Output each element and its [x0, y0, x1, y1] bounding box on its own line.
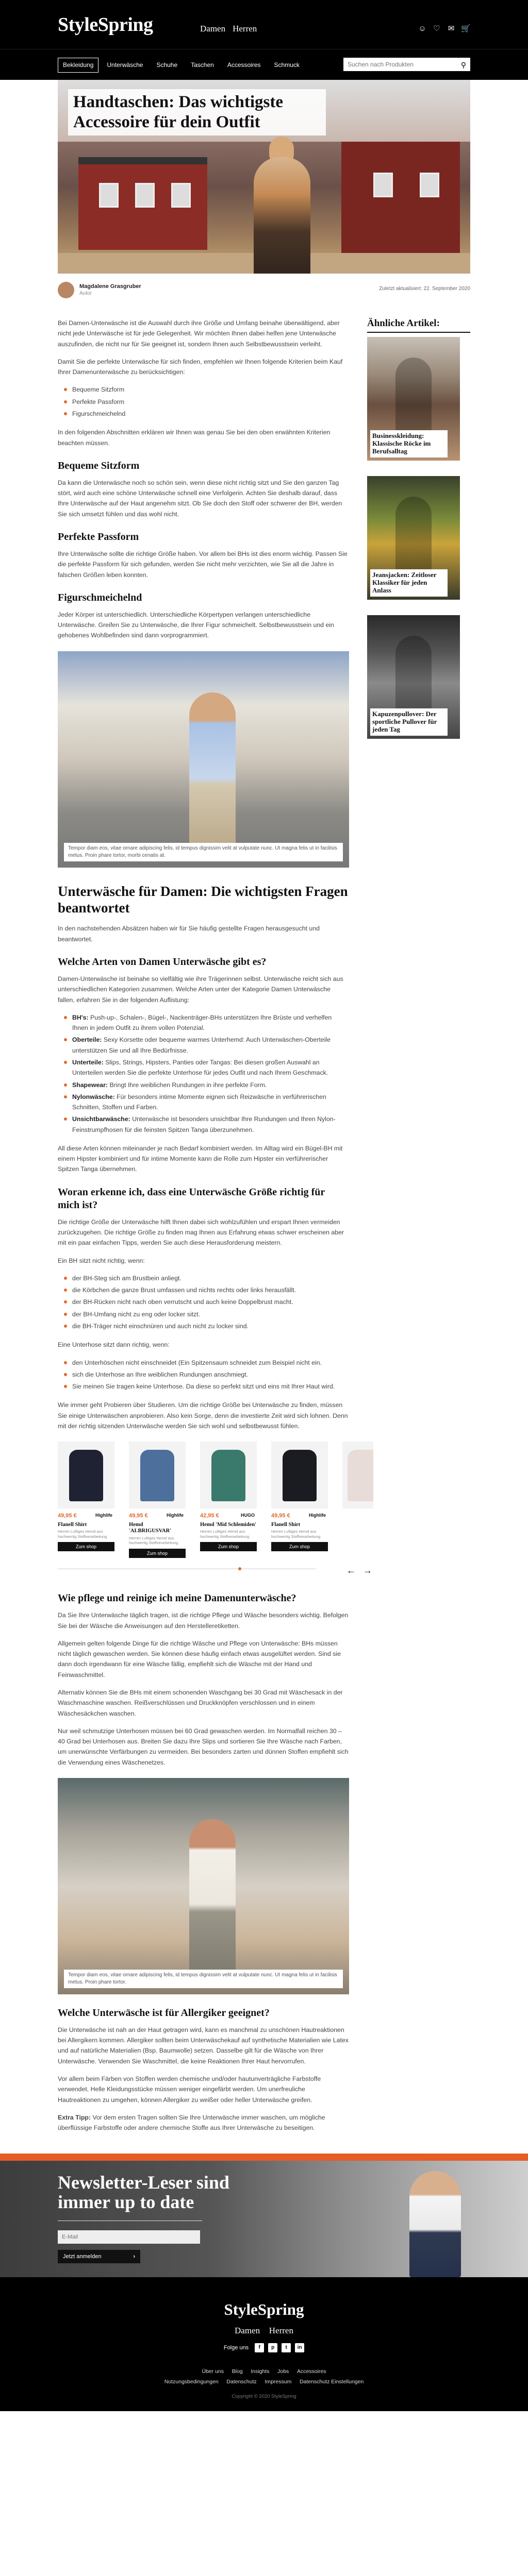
- mail-icon[interactable]: ✉: [448, 24, 455, 33]
- footer-link[interactable]: Jobs: [277, 2368, 289, 2375]
- product-desc: Herren Luftiges Hemd aus hochwertig Stoffverarbeitung: [129, 1536, 178, 1546]
- product-price: 49,95 €: [129, 1513, 148, 1519]
- footer-nav: [0, 2324, 528, 2337]
- list-item: sich die Unterhose an Ihre weiblichen Rundungen anschmiegt.: [64, 1369, 349, 1380]
- author-name[interactable]: Magdalene Grasgruber: [79, 283, 141, 290]
- paragraph: Damen-Unterwäsche ist beinahe so vielfältig wie ihre Trägerinnen selbst. Unterwäsche reicht sich aus unterschiedlichen Kategorien zusammen. Welche Arten unter der Kategorie Damen Unterwäsche fallen, erfahren Sie in der folgenden Auflistung:: [58, 975, 343, 1004]
- product-name: Flanell Shirt: [271, 1521, 301, 1528]
- paragraph: Die Unterwäsche ist nah an der Haut getragen wird, kann es manchmal zu unschönen Hautreaktionen bei Allergikern kommen. Allergiker sollten beim Unterwäschekauf auf synthetische Materialien wie Latex und auf natürliche Materialien (Bsp. Baumwolle) setzen. Dasselbe gilt für die Wäsche von Ihrer Unterwäsche. Verwenden Sie Waschmittel, die keine Reaktionen Ihrer Haut hervorrufen.: [58, 2026, 349, 2065]
- related-article-title[interactable]: Jeansjacken: Zeitloser Klassiker für jeden Anlass: [370, 569, 448, 597]
- newsletter-section: [0, 2154, 528, 2277]
- tab-schmuck[interactable]: Schmuck: [274, 61, 300, 69]
- product-brand: Highlife: [309, 1513, 326, 1518]
- paragraph: Ein BH sitzt nicht richtig, wenn:: [58, 1257, 145, 1264]
- facebook-icon[interactable]: f: [255, 2343, 264, 2352]
- heart-icon[interactable]: ♡: [433, 24, 440, 33]
- list-item: Unterteile: Slips, Strings, Hipsters, Panties oder Tangas: Bei diesen großen Auswahl an Unterteilen werden Sie die perfekte Unterhose für jedes Outfit und nach Ihrem Geschmack.: [64, 1057, 349, 1078]
- paragraph: Da kann die Unterwäsche noch so schön sein, wenn diese nicht richtig sitzt und Sie den ganzen Tag stört, wird auch eine schöne Unterwäsche schnell eine Verfolgerin. Achten Sie deshalb darauf, dass Ihre Unterwäsche auf der Haut angenehm sitzt. Ob Sie doch den Stoff oder schwerer der BH, werden Sie sich umsetzt fühlen und das wohl nicht.: [58, 479, 342, 518]
- shop-button[interactable]: Zum shop: [200, 1542, 257, 1551]
- product-card[interactable]: [200, 1442, 257, 1560]
- product-card[interactable]: [271, 1442, 328, 1560]
- list-item: die BH-Träger nicht einschnüren und auch nicht zu locker sind.: [64, 1321, 349, 1331]
- product-desc: Herren Luftiges Hemd aus hochwertig Stoffverarbeitung: [271, 1529, 321, 1539]
- sidebar: [367, 318, 470, 754]
- footer-link[interactable]: Nutzungsbedingungen: [164, 2379, 219, 2385]
- footer: [0, 2277, 528, 2411]
- list-item: Nylonwäsche: Für besonders intime Momente eignen sich Reizwäsche in verführerischen Schnitten, Stoffen und Farben.: [64, 1092, 349, 1113]
- user-icon[interactable]: ☺: [418, 24, 426, 33]
- section-heading-large: Unterwäsche für Damen: Die wichtigsten Fragen beantwortet: [58, 883, 348, 916]
- criteria-list: [64, 384, 349, 419]
- section-heading: Woran erkenne ich, dass eine Unterwäsche Größe richtig für mich ist?: [58, 1186, 325, 1211]
- list-item: Unsichtbarwäsche: Unterwäsche ist besonders unsichtbar Ihre Rundungen und Ihren Nylon-Feinstrumpfhosen für die feinsten Spitzen Tanga überzunehmen.: [64, 1114, 349, 1135]
- section-heading: Wie pflege und reinige ich meine Damenunterwäsche?: [58, 1592, 296, 1604]
- list-item: der BH-Umfang nicht zu eng oder locker sitzt.: [64, 1309, 349, 1319]
- related-article-card[interactable]: [367, 615, 460, 739]
- product-card[interactable]: [58, 1442, 114, 1560]
- intro-paragraph: Damit Sie die perfekte Unterwäsche für sich finden, empfehlen wir Ihnen folgende Kriterien beim Kauf Ihrer Damenunterwäsche zu berücksichtigen:: [58, 358, 343, 376]
- paragraph: Die richtige Größe der Unterwäsche hilft Ihnen dabei sich wohlzufühlen und erspart Ihnen vermeiden zurückzugehen. Die richtige Größe zu finden mag Ihnen aus Erfahrung etwas schwer erscheinen aber mit ein paar einfachen Tipps, werden Sie auch diese Herausforderung meistern.: [58, 1218, 344, 1247]
- paragraph: Vor allem beim Färben von Stoffen werden chemische und/oder hautunverträgliche Farbstoffe verwendet. Helle Kleidungsstücke müssen weniger eingefärbt werden. Um unerfreuliche Hautreaktionen zu umgehen, können Allergiker zu weißer oder heller Unterwäsche greifen.: [58, 2075, 321, 2104]
- tab-taschen[interactable]: Taschen: [191, 61, 214, 69]
- paragraph: Da Sie Ihre Unterwäsche täglich tragen, ist die richtige Pflege und Wäsche besonders wichtig. Befolgen Sie bei der Wäsche die Anweisungen auf den Herstelleretiketten.: [58, 1612, 349, 1630]
- paragraph: In den folgenden Abschnitten erklären wir Ihnen was genau Sie bei den oben erwähnten Kriterien beachten müssen.: [58, 429, 331, 447]
- main-nav: [200, 22, 257, 36]
- tip-paragraph: [58, 2112, 349, 2133]
- twitter-icon[interactable]: t: [282, 2343, 291, 2352]
- footer-link[interactable]: Blog: [232, 2368, 243, 2375]
- footer-logo[interactable]: StyleSpring: [224, 2300, 304, 2319]
- product-image[interactable]: [283, 1450, 317, 1501]
- category-bar: [0, 49, 528, 80]
- paragraph: Allgemein gelten folgende Dinge für die richtige Wäsche und Pflege von Unterwäsche: BHs müssen nicht täglich gewaschen werden. Sie können diese häufig einfach etwas ausgelüftet werden. Sind sie dann doch irgendwann für eine Wäsche fällig, empfiehlt sich die Wäsche mit der Hand und Feinwaschmittel.: [58, 1639, 341, 1679]
- hero-image: [58, 80, 470, 274]
- shop-button[interactable]: Zum shop: [271, 1542, 328, 1551]
- list-item: der BH-Rücken nicht nach oben verrutscht und auch keine Doppelbrust macht.: [64, 1297, 349, 1307]
- list-item: Shapewear: Bringt Ihre weiblichen Rundungen in ihre perfekte Form.: [64, 1080, 349, 1090]
- product-card[interactable]: [342, 1442, 373, 1560]
- product-brand: Highlife: [167, 1513, 184, 1518]
- footer-link[interactable]: Datenschutz Einstellungen: [299, 2379, 364, 2385]
- social-links: [0, 2343, 528, 2352]
- paragraph: Alternativ können Sie die BHs mit einem schonenden Waschgang bei 30 Grad mit Wäschesack in der Waschmaschine waschen. Reißverschlüssen und Druckknöpfen verschlossen und in einem Wäschesäckchen waschen.: [58, 1688, 343, 1717]
- carousel-arrows: [346, 1563, 372, 1578]
- list-item: Perfekte Passform: [64, 397, 349, 407]
- tab-bekleidung[interactable]: Bekleidung: [58, 58, 98, 73]
- product-price: 49,95 €: [58, 1513, 77, 1519]
- product-desc: Herren Luftiges Hemd aus hochwertig Stoffverarbeitung: [58, 1529, 107, 1539]
- nav-herren[interactable]: Herren: [233, 24, 257, 33]
- pinterest-icon[interactable]: p: [268, 2343, 277, 2352]
- section-heading: Figurschmeichelnd: [58, 591, 142, 603]
- updated-date: Zuletzt aktualisiert: 22. September 2020: [379, 286, 470, 292]
- paragraph: All diese Arten können miteinander je nach Bedarf kombiniert werden. Im Alltag wird ein Bügel-BH mit einem Hipster kombiniert und für intime Momente kann die Rolle zum Hipster ein verführerischer Spitzen Tanga übernehmen.: [58, 1144, 343, 1173]
- photo-caption: Tempor diam eos, vitae ornare adipiscing felis, id tempus dignissim velit at vulputate nunc. Ut magna felis ut in facilisis metus. Proin phare tortor, morbi cenatis at.: [64, 843, 343, 861]
- top-header: [0, 0, 528, 49]
- carousel-progress: [58, 1568, 316, 1569]
- article-body: [58, 318, 349, 1431]
- author-role: Autor: [79, 290, 92, 296]
- related-article-title[interactable]: Businesskleidung: Klassische Röcke im Berufsalltag: [370, 430, 448, 457]
- article-photo: [58, 651, 349, 868]
- shop-button[interactable]: Zum shop: [129, 1549, 186, 1558]
- footer-link[interactable]: Accessoires: [296, 2368, 326, 2375]
- footer-links: [0, 2366, 528, 2377]
- product-price: 42,95 €: [200, 1513, 219, 1519]
- linkedin-icon[interactable]: in: [295, 2343, 304, 2352]
- list-item: der BH-Steg sich am Brustbein anliegt.: [64, 1273, 349, 1283]
- tab-unterwaesche[interactable]: Unterwäsche: [107, 61, 143, 69]
- product-brand: Highlife: [95, 1513, 112, 1518]
- product-name: Hemd 'Mid Schlemiden': [200, 1521, 257, 1528]
- follow-label: Folge uns: [223, 2344, 249, 2351]
- article-title: Handtaschen: Das wichtigste Accessoire für dein Outfit: [68, 89, 326, 135]
- product-brand: HUGO: [241, 1513, 255, 1518]
- paragraph: In den nachstehenden Absätzen haben wir für Sie häufig gestellte Fragen herausgesucht und beantwortet.: [58, 925, 320, 943]
- section-heading: Bequeme Sitzform: [58, 460, 140, 471]
- shop-button[interactable]: Zum shop: [58, 1542, 114, 1551]
- product-price: 49,95 €: [271, 1513, 290, 1519]
- paragraph: Jeder Körper ist unterschiedlich. Unterschiedliche Körpertypen verlangen unterschiedliche Unterwäsche. Greifen Sie zu Unterwäsche, die Ihrer Figur schmeichelt. Selbstbewusstsein und ein gehobenes Wohlbefinden sind dann vorprogrammiert.: [58, 611, 334, 639]
- slip-fit-list: [64, 1358, 349, 1392]
- related-article-title[interactable]: Kapuzenpullover: Der sportliche Pullover für jeden Tag: [370, 708, 448, 736]
- product-card[interactable]: [129, 1442, 186, 1560]
- subscribe-label: Jetzt anmelden: [63, 2253, 102, 2260]
- footer-legal-links: [0, 2376, 528, 2387]
- product-desc: Herren Luftiges Hemd aus hochwertig Stoffverarbeitung: [200, 1529, 250, 1539]
- avatar: [58, 282, 74, 298]
- product-name: Flanell Shirt: [58, 1521, 87, 1528]
- newsletter-photo: [409, 2171, 461, 2277]
- product-carousel: [58, 1442, 470, 1581]
- section-heading: Welche Unterwäsche ist für Allergiker geeignet?: [58, 2007, 270, 2019]
- tip-text: Vor dem ersten Tragen sollten Sie Ihre Unterwäsche immer waschen, um mögliche überflüssige Farbstoffe oder andere chemische Stoffe aus Ihrer Unterwäsche zu beseitigen.: [58, 2113, 325, 2132]
- product-image[interactable]: [69, 1450, 103, 1501]
- newsletter-title: Newsletter-Leser sind immer up to date: [58, 2172, 229, 2213]
- paragraph: Wie immer geht Probieren über Studieren. Um die richtige Größe bei Unterwäsche zu finden, müssen Sie einige Unterwäschen anprobieren. Also kein Sorge, denn die investierte Zeit wird sich lohnen. Denn mit der richtig sitzenden Unterwäsche werden Sie sich wohl und selbstbewusst fühlen.: [58, 1401, 348, 1430]
- tip-label: Extra Tipp:: [58, 2113, 91, 2121]
- category-nav: [58, 58, 305, 73]
- intro-paragraph: Bei Damen-Unterwäsche ist die Auswahl durch ihre Größe und Umfang beinahe überwältigend, aber nicht jede Unterwäsche ist für jede Gelegenheit. Wir möchten Ihnen dabei helfen jene Unterwäsche auszufinden, die nicht nur für Sie geeignet ist, sondern Ihnen auch Selbstbewusstsein verleiht.: [58, 319, 340, 348]
- sidebar-heading: Ähnliche Artikel:: [367, 318, 470, 333]
- article-content: [58, 318, 470, 2133]
- list-item: den Unterhöschen nicht einschneidet (Ein Spitzensaum schneidet zum Beispiel nicht ein.: [64, 1358, 349, 1368]
- arrow-right-icon: ›: [133, 2253, 135, 2260]
- list-item: Sie meinen Sie tragen keine Unterhose. Da diese so perfekt sitzt und eins mit Ihrer Haut wird.: [64, 1381, 349, 1392]
- arrow-right-icon[interactable]: →: [363, 1565, 372, 1576]
- tab-accessoires[interactable]: Accessoires: [227, 61, 261, 69]
- footer-link[interactable]: Datenschutz: [226, 2379, 257, 2385]
- product-name: Hemd 'ALBRIGUSVAR': [129, 1521, 172, 1534]
- search-icon[interactable]: ⚲: [460, 61, 466, 69]
- header-icons: [418, 23, 470, 35]
- email-field[interactable]: [58, 2230, 200, 2244]
- product-image[interactable]: [140, 1450, 174, 1501]
- cart-icon[interactable]: 🛒: [461, 24, 471, 33]
- footer-link[interactable]: Impressum: [265, 2379, 292, 2385]
- article-body-continued: [58, 1592, 349, 2133]
- list-item: die Körbchen die ganze Brust umfassen und nichts rechts oder links herausfällt.: [64, 1285, 349, 1295]
- list-item: Oberteile: Sexy Korsette oder bequeme warmes Unterhemd: Auch Unterwäschen-Oberteile unterstützen Sie und all Ihre Bedürfnisse.: [64, 1035, 349, 1056]
- byline: [58, 278, 470, 302]
- paragraph: Eine Unterhose sitzt dann richtig, wenn:: [58, 1341, 170, 1349]
- paragraph: Nur weil schmutzige Unterhosen müssen bei 60 Grad gewaschen werden. Im Normalfall reichen 30 – 40 Grad bei Unterhosen aus. Breiten Sie dazu Ihre Slips und sortieren Sie Ihre Wäsche nach Farben, um unerwünschte Verfärbungen zu vermeiden. Bei besonders zarten und dünnen Stoffen empfiehlt sich die Verwendung eines Wäschenetzes.: [58, 1727, 349, 1766]
- product-image[interactable]: [211, 1450, 245, 1501]
- subscribe-button[interactable]: [58, 2250, 140, 2263]
- site-logo[interactable]: StyleSpring: [58, 14, 153, 36]
- article-photo: [58, 1778, 349, 1994]
- list-item: BH's: Push-up-, Schalen-, Bügel-, Nackenträger-BHs unterstützen Ihre Brüste und verhelfen Ihnen in jedem Outfit zu ihrem vollen Potenzial.: [64, 1012, 349, 1033]
- section-heading: Perfekte Passform: [58, 531, 139, 543]
- related-article-card[interactable]: [367, 337, 460, 461]
- bh-fit-list: [64, 1273, 349, 1331]
- footer-nav-damen[interactable]: Damen: [235, 2326, 260, 2336]
- tab-schuhe[interactable]: Schuhe: [156, 61, 178, 69]
- footer-link[interactable]: Über uns: [202, 2368, 224, 2375]
- paragraph: Ihre Unterwäsche sollte die richtige Größe haben. Vor allem bei BHs ist dies enorm wichtig. Passen Sie die perfekte Passform für sich gefunden, werden Sie nicht mehr verzichten, wie Sie all die Jahre in falschen Größen leben konnten.: [58, 550, 348, 579]
- footer-link[interactable]: Insights: [251, 2368, 270, 2375]
- product-image[interactable]: [348, 1450, 373, 1501]
- types-list: [64, 1012, 349, 1135]
- list-item: Bequeme Sitzform: [64, 384, 349, 395]
- copyright: Copyright © 2020 StyleSpring: [232, 2394, 296, 2400]
- photo-caption: Tempor diam eos, vitae ornare adipiscing felis, id tempus dignissim velit at vulputate nunc. Ut magna felis ut in facilisis metus. Proin phare tortor.: [64, 1970, 343, 1988]
- section-heading: Welche Arten von Damen Unterwäsche gibt es?: [58, 956, 267, 968]
- search-input[interactable]: [343, 58, 470, 71]
- list-item: Figurschmeichelnd: [64, 409, 349, 419]
- nav-damen[interactable]: Damen: [200, 24, 226, 33]
- related-article-card[interactable]: [367, 476, 460, 600]
- arrow-left-icon[interactable]: ←: [346, 1565, 356, 1576]
- footer-nav-herren[interactable]: Herren: [269, 2326, 293, 2336]
